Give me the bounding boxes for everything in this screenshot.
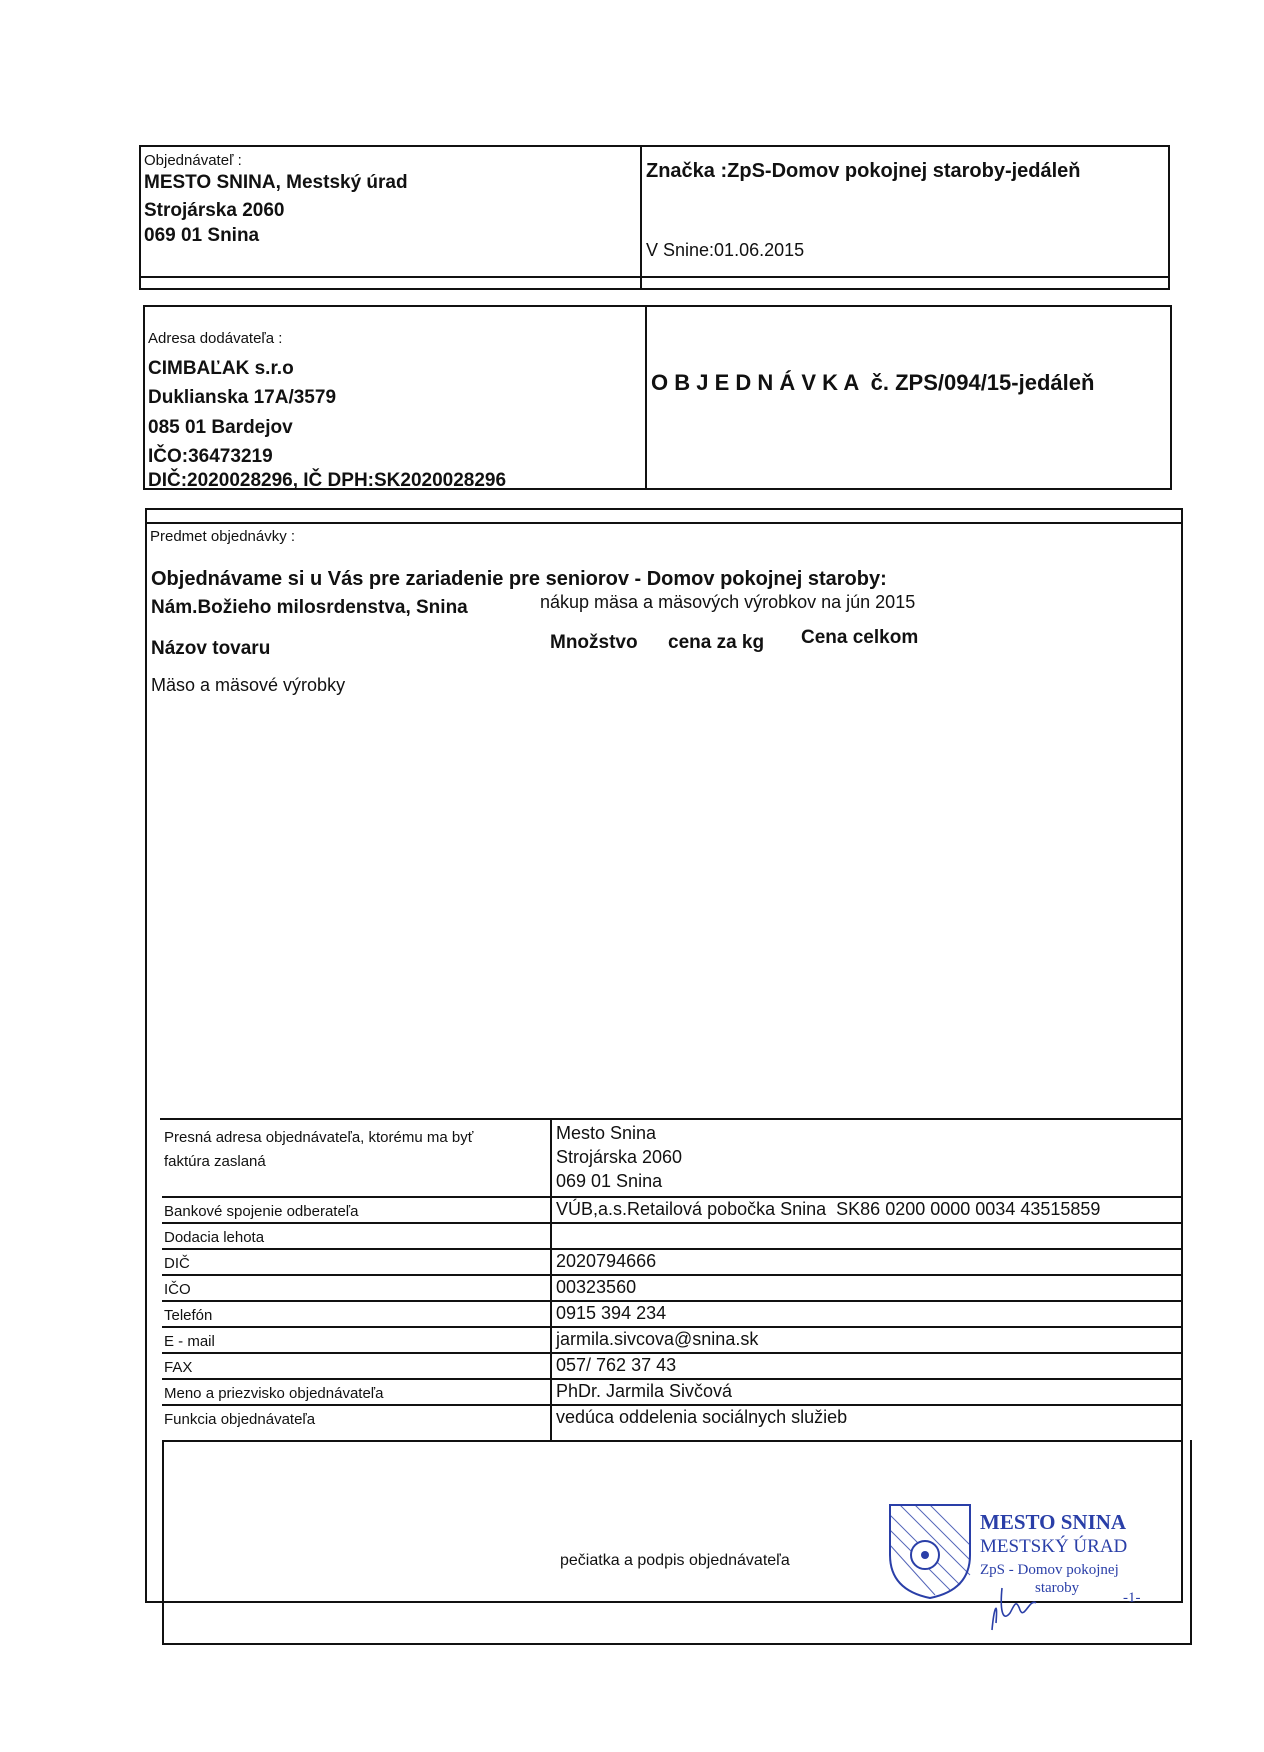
- supplier-city: 085 01 Bardejov: [148, 417, 293, 438]
- detail-value: jarmila.sivcova@snina.sk: [556, 1329, 759, 1349]
- col-qty-header: Množstvo: [550, 632, 638, 653]
- details-top-rule: [160, 1118, 1183, 1120]
- stamp-line-4: staroby: [1035, 1580, 1080, 1596]
- detail-row-rule: [162, 1300, 1183, 1302]
- detail-value: 057/ 762 37 43: [556, 1355, 677, 1375]
- order-mark: Značka :ZpS-Domov pokojnej staroby-jedáleň: [646, 160, 1081, 182]
- supplier-ico: IČO:36473219: [148, 446, 273, 467]
- supplier-name: CIMBAĽAK s.r.o: [148, 358, 294, 379]
- stamp-line-1: MESTO SNINA: [980, 1510, 1127, 1534]
- detail-label: E - mail: [164, 1333, 215, 1350]
- detail-row-rule: [162, 1274, 1183, 1276]
- detail-label: Dodacia lehota: [164, 1229, 265, 1246]
- col-price-header: cena za kg: [668, 632, 765, 653]
- col-item-header: Názov tovaru: [151, 638, 271, 659]
- supplier-dic: DIČ:2020028296, IČ DPH:SK2020028296: [148, 470, 507, 491]
- supplier-divider: [645, 305, 647, 490]
- official-stamp: [885, 1500, 1165, 1620]
- orderer-street: Strojárska 2060: [144, 200, 285, 221]
- detail-label: IČO: [164, 1281, 191, 1298]
- supplier-street: Duklianska 17A/3579: [148, 387, 337, 408]
- header-divider: [640, 145, 642, 290]
- orderer-label: Objednávateľ :: [144, 152, 242, 169]
- detail-row-rule: [162, 1222, 1183, 1224]
- item-row-1: Mäso a mäsové výrobky: [151, 675, 346, 695]
- subject-line2-left: Nám.Božieho milosrdenstva, Snina: [151, 597, 468, 618]
- detail-label: Bankové spojenie odberateľa: [164, 1203, 359, 1220]
- detail-value: 0915 394 234: [556, 1303, 667, 1323]
- subject-label: Predmet objednávky :: [150, 528, 296, 545]
- detail-label: DIČ: [164, 1255, 190, 1272]
- stamp-line-3: ZpS - Domov pokojnej: [980, 1562, 1119, 1578]
- subject-box: [145, 508, 1183, 1603]
- detail-label: Telefón: [164, 1307, 213, 1324]
- detail-value: 2020794666: [556, 1251, 657, 1271]
- detail-label: FAX: [164, 1359, 193, 1376]
- detail-value: PhDr. Jarmila Sivčová: [556, 1381, 733, 1401]
- orderer-name: MESTO SNINA, Mestský úrad: [144, 172, 408, 193]
- subject-line2-right: nákup mäsa a mäsových výrobkov na jún 2015: [540, 592, 916, 612]
- header-bottom-rule: [139, 276, 1170, 278]
- detail-value: Mesto Snina Strojárska 2060 069 01 Snina: [556, 1123, 683, 1191]
- order-number: O B J E D N Á V K A č. ZPS/094/15-jedáleň: [651, 370, 1095, 395]
- supplier-label: Adresa dodávateľa :: [148, 330, 283, 347]
- city-crest-icon: [885, 1500, 975, 1600]
- place-date: V Snine:01.06.2015: [646, 240, 805, 260]
- signature-label: pečiatka a podpis objednávateľa: [560, 1552, 790, 1569]
- detail-label: Funkcia objednávateľa: [164, 1411, 316, 1428]
- handwritten-signature: [980, 1568, 1080, 1638]
- details-col-divider: [550, 1120, 552, 1442]
- detail-label: Meno a priezvisko objednávateľa: [164, 1385, 384, 1402]
- orderer-city: 069 01 Snina: [144, 225, 260, 246]
- detail-label: Presná adresa objednávateľa, ktorému ma byť faktúra zaslaná: [164, 1129, 474, 1170]
- subject-line1: Objednávame si u Vás pre zariadenie pre seniorov - Domov pokojnej staroby:: [151, 568, 887, 590]
- detail-row-rule: [162, 1248, 1183, 1250]
- col-total-header: Cena celkom: [801, 627, 919, 648]
- detail-value: vedúca oddelenia sociálnych služieb: [556, 1407, 848, 1427]
- stamp-line-5: -1-: [1123, 1590, 1141, 1606]
- stamp-line-2: MESTSKÝ ÚRAD: [980, 1536, 1128, 1557]
- subject-top-rule: [145, 522, 1183, 524]
- detail-value: VÚB,a.s.Retailová pobočka Snina SK86 0200 0000 0034 43515859: [556, 1199, 1101, 1219]
- detail-value: 00323560: [556, 1277, 637, 1297]
